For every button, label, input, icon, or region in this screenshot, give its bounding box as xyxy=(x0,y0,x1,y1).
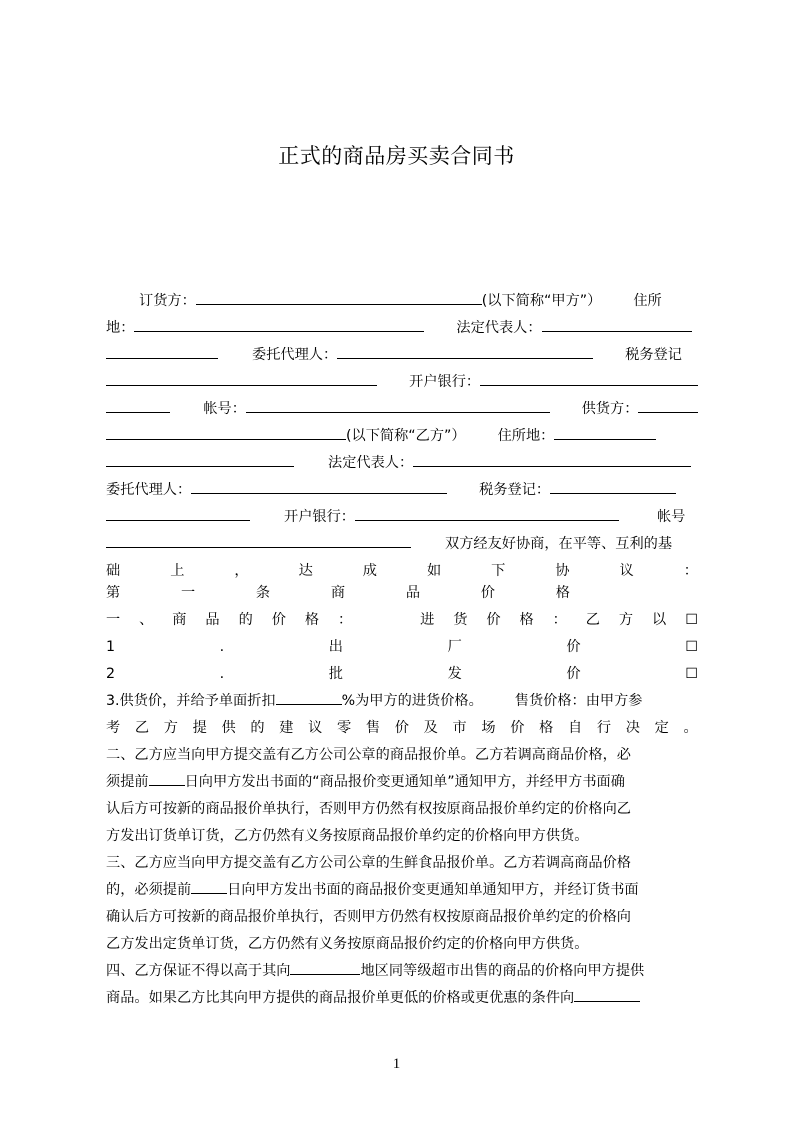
b-account-blank xyxy=(106,531,411,548)
char: 下 xyxy=(491,563,506,579)
char: 价 xyxy=(566,666,581,682)
char: 建 xyxy=(279,720,294,736)
char: 础 xyxy=(106,563,121,579)
char: ： xyxy=(552,612,567,628)
char: ， xyxy=(234,563,249,579)
supplier-label: 供货方： xyxy=(581,401,639,417)
line-23 xyxy=(106,877,698,903)
sale-price-text: 售货价格：由甲方参 xyxy=(514,693,643,709)
legal-rep-label: 法定代表人： xyxy=(456,320,542,336)
page-number: 1 xyxy=(392,1056,401,1072)
line-3 xyxy=(106,342,698,368)
intro-text: 双方经友好协商，在平等、互利的基 xyxy=(445,536,673,552)
char: 品 xyxy=(205,612,220,628)
line-13 xyxy=(106,607,698,633)
char: 市 xyxy=(452,720,467,736)
b-agent-blank xyxy=(191,477,447,494)
line-10 xyxy=(106,531,698,557)
clause-3-prefix: 的，必须提前 xyxy=(106,882,192,898)
clause-3-text: 三、乙方应当向甲方提交盖有乙方公司公章的生鲜食品报价单。乙方若调高商品价格 xyxy=(106,855,631,871)
line-9 xyxy=(106,504,698,530)
b-legal-rep-label: 法定代表人： xyxy=(328,455,414,471)
char: 价 xyxy=(566,639,581,655)
supply-price-text: 3.供货价，并给予单面折扣 xyxy=(106,693,276,709)
char: 一 xyxy=(180,585,196,601)
line-8 xyxy=(106,477,698,503)
agent-blank xyxy=(337,342,593,359)
document-title: 正式的商品房买卖合同书 xyxy=(278,144,515,168)
char: 协 xyxy=(555,563,570,579)
char: 格 xyxy=(555,585,570,601)
tax-reg-blank xyxy=(106,369,377,386)
char: 。 xyxy=(683,720,698,736)
checkbox-icon: ☐ xyxy=(685,639,698,655)
char: 方 xyxy=(618,612,634,628)
char: 议 xyxy=(308,720,323,736)
line-7 xyxy=(106,450,698,476)
party-a-alias: (以下简称“甲方”） xyxy=(481,293,602,309)
bank-blank xyxy=(480,369,698,386)
char: 定 xyxy=(654,720,669,736)
clause-2-prefix: 须提前 xyxy=(106,774,149,790)
char: 上 xyxy=(170,563,185,579)
b-tax-reg-blank-cont xyxy=(106,504,250,521)
char: 发 xyxy=(447,666,462,682)
clause-2-text-3: 认后方可按新的商品报价单执行，否则甲方仍然有权按原商品报价单约定的价格向乙 xyxy=(106,801,631,817)
char: ： xyxy=(337,612,353,628)
line-24 xyxy=(106,904,698,930)
address-label-part: 住所 xyxy=(633,293,662,309)
line-17 xyxy=(106,715,698,741)
char: 厂 xyxy=(447,639,462,655)
char: 场 xyxy=(481,720,496,736)
char: 价 xyxy=(271,612,286,628)
line-6 xyxy=(106,423,698,449)
char: 一 xyxy=(106,612,121,628)
line-22 xyxy=(106,850,698,876)
b-address-blank-cont xyxy=(106,450,294,467)
char: 价 xyxy=(486,612,501,628)
char: 进 xyxy=(420,612,435,628)
char: 的 xyxy=(250,720,265,736)
clause-3-text-2: 日向甲方发出书面的商品报价变更通知单通知甲方，并经订货书面 xyxy=(227,882,639,898)
days-blank xyxy=(149,769,185,786)
char: . xyxy=(219,666,225,682)
b-agent-label: 委托代理人： xyxy=(106,482,192,498)
b-account-label: 帐号 xyxy=(656,509,686,525)
clause-2-text: 二、乙方应当向甲方提交盖有乙方公司公章的商品报价单。乙方若调高商品价格，必 xyxy=(106,747,631,763)
line-12 xyxy=(106,580,586,606)
b-tax-reg-blank xyxy=(550,477,676,494)
char: 格 xyxy=(539,720,554,736)
char: 的 xyxy=(238,612,253,628)
bank-label: 开户银行： xyxy=(409,374,481,390)
char: 如 xyxy=(426,563,442,579)
agent-label: 委托代理人： xyxy=(252,347,338,363)
clause-3-text-3: 确认后方可按新的商品报价单执行，否则甲方仍然有权按原商品报价单约定的价格向 xyxy=(106,909,631,925)
char: 达 xyxy=(298,563,313,579)
char: 格 xyxy=(519,612,534,628)
char: 乙 xyxy=(134,720,150,736)
party-b-alias: (以下简称“乙方”） xyxy=(346,428,466,444)
clause-2-text-4: 方发出订货单订货，乙方仍然有义务按原商品报价单约定的价格向甲方供货。 xyxy=(106,828,589,844)
account-blank xyxy=(246,396,550,413)
line-18 xyxy=(106,742,698,768)
char: 价 xyxy=(480,585,495,601)
char: 以 xyxy=(652,612,667,628)
region-blank xyxy=(290,958,360,975)
char: 批 xyxy=(328,666,343,682)
clause-2-text-2: 日向甲方发出书面的“商品报价变更通知单”通知甲方，并经甲方书面确 xyxy=(184,774,625,790)
char: 成 xyxy=(362,563,377,579)
char: . xyxy=(219,639,225,655)
char: 提 xyxy=(192,720,207,736)
char: 价 xyxy=(394,720,409,736)
address-blank xyxy=(134,315,424,332)
account-label: 帐号： xyxy=(203,401,246,417)
discount-blank xyxy=(276,688,342,705)
b-legal-rep-blank xyxy=(413,450,691,467)
b-bank-label: 开户银行： xyxy=(284,509,355,525)
legal-rep-blank-cont xyxy=(106,342,218,359)
char: 价 xyxy=(510,720,525,736)
line-27 xyxy=(106,985,698,1011)
item-number: 1 xyxy=(106,639,116,655)
char: 考 xyxy=(106,720,121,736)
orderer-blank xyxy=(196,288,482,305)
char: 决 xyxy=(625,720,640,736)
address-label-end: 地： xyxy=(106,320,135,336)
clause-4-prefix: 四、乙方保证不得以高于其向 xyxy=(106,963,291,979)
clause-4-text-2: 商品。如果乙方比其向甲方提供的商品报价单更低的价格或更优惠的条件向 xyxy=(106,990,575,1006)
line-15 xyxy=(106,661,698,687)
item-number: 2 xyxy=(106,666,116,682)
line-16 xyxy=(106,688,698,714)
line-4 xyxy=(106,369,698,395)
bank-blank-cont xyxy=(106,396,170,413)
char: 议 xyxy=(619,563,634,579)
char: 格 xyxy=(304,612,320,628)
tax-reg-label: 税务登记 xyxy=(625,347,682,363)
b-address-blank xyxy=(554,423,656,440)
line-21 xyxy=(106,823,698,849)
checkbox-icon: ☐ xyxy=(685,612,698,628)
clause-4-text: 地区同等级超市出售的商品的价格向甲方提供 xyxy=(360,963,645,979)
char: 售 xyxy=(365,720,381,736)
supplier-blank-cont xyxy=(106,423,346,440)
party-blank xyxy=(574,985,640,1002)
supplier-blank xyxy=(638,396,698,413)
char: 品 xyxy=(405,585,421,601)
line-5 xyxy=(106,396,698,422)
char: 行 xyxy=(596,720,612,736)
char: 方 xyxy=(163,720,178,736)
char: 出 xyxy=(328,639,343,655)
char: 商 xyxy=(330,585,346,601)
supply-price-text-2: %为甲方的进货价格。 xyxy=(341,693,483,709)
char: ： xyxy=(683,563,698,579)
b-bank-blank xyxy=(355,504,619,521)
char: 及 xyxy=(423,720,438,736)
days-blank-2 xyxy=(191,877,227,894)
b-tax-reg-label: 税务登记： xyxy=(479,482,551,498)
char: 乙 xyxy=(585,612,600,628)
checkbox-icon: ☐ xyxy=(685,666,698,682)
line-19 xyxy=(106,769,698,795)
char: 条 xyxy=(255,585,271,601)
b-address-label: 住所地： xyxy=(497,428,555,444)
char: 第 xyxy=(106,585,121,601)
orderer-label: 订货方： xyxy=(139,293,196,309)
char: 供 xyxy=(221,720,236,736)
char: 零 xyxy=(337,720,352,736)
char: 商 xyxy=(172,612,187,628)
line-2 xyxy=(106,315,698,341)
char: 自 xyxy=(568,720,583,736)
line-14 xyxy=(106,634,698,660)
line-20 xyxy=(106,796,698,822)
clause-3-text-4: 乙方发出定货单订货，乙方仍然有义务按原商品报价约定的价格向甲方供货。 xyxy=(106,936,589,952)
char: 、 xyxy=(139,612,154,628)
char: 货 xyxy=(453,612,468,628)
line-1 xyxy=(106,288,698,314)
legal-rep-blank xyxy=(542,315,692,332)
line-25 xyxy=(106,931,698,957)
line-26 xyxy=(106,958,698,984)
